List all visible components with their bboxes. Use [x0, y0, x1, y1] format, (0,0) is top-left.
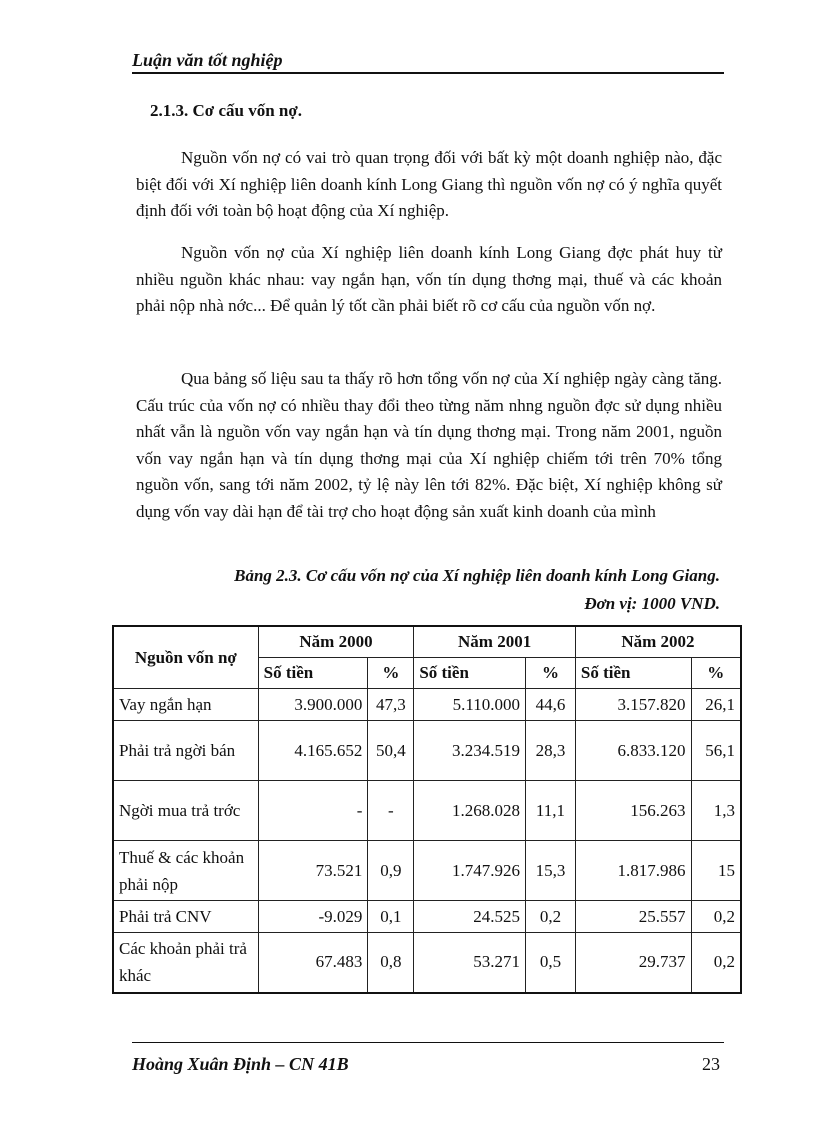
percent-cell: 44,6 [525, 689, 575, 721]
amount-cell: 1.817.986 [575, 841, 691, 901]
amount-cell: 6.833.120 [575, 721, 691, 781]
row-label: Vay ngắn hạn [113, 689, 258, 721]
table-caption: Bảng 2.3. Cơ cấu vốn nợ của Xí nghiệp liên doanh kính Long Giang. [234, 566, 720, 585]
percent-cell: 0,2 [691, 933, 741, 993]
percent-header: % [525, 658, 575, 689]
percent-header: % [368, 658, 414, 689]
paragraph-3: Qua bảng số liệu sau ta thấy rõ hơn tổng vốn nợ của Xí nghiệp ngày càng tăng. Cấu trúc của vốn nợ có nhiều thay đổi theo từng năm nhng nguồn đợc sử dụng nhiều nhất vẫn là nguồn vốn vay ngắn hạn và tín dụng thơng mại. Trong năm 2001, nguồn vốn vay ngắn hạn và tín dụng thơng mại của Xí nghiệp chiếm tới trên 70% tổng nguồn vốn, sang tới năm 2002, tỷ lệ này lên tới 82%. Đặc biệt, Xí nghiệp không sử dụng vốn vay dài hạn để tài trợ cho hoạt động sản xuất kinh doanh của mình [136, 369, 722, 521]
amount-cell: -9.029 [258, 901, 368, 933]
amount-cell: 73.521 [258, 841, 368, 901]
percent-cell: 56,1 [691, 721, 741, 781]
year-header-2000: Năm 2000 [258, 626, 414, 658]
table-row [113, 841, 741, 901]
paragraph-2: Nguồn vốn nợ của Xí nghiệp liên doanh kính Long Giang đợc phát huy từ nhiều nguồn khác nhau: vay ngắn hạn, vốn tín dụng thơng mại, thuế và các khoản phải nộp nhà nớc... Để quản lý tốt cần phải biết rõ cơ cấu của nguồn vốn nợ. [136, 243, 722, 315]
percent-cell: - [368, 781, 414, 841]
amount-cell: 156.263 [575, 781, 691, 841]
row-label: Phải trả CNV [113, 901, 258, 933]
amount-cell: - [258, 781, 368, 841]
section-heading: 2.1.3. Cơ cấu vốn nợ. [150, 101, 303, 120]
percent-cell: 0,5 [525, 933, 575, 993]
percent-cell: 50,4 [368, 721, 414, 781]
amount-cell: 3.234.519 [414, 721, 526, 781]
amount-cell: 25.557 [575, 901, 691, 933]
table-row [113, 901, 741, 933]
amount-cell: 24.525 [414, 901, 526, 933]
percent-cell: 15 [691, 841, 741, 901]
percent-cell: 0,9 [368, 841, 414, 901]
footer-rule [132, 1042, 724, 1043]
table-unit: Đơn vị: 1000 VND. [584, 594, 720, 613]
amount-header: Số tiền [414, 658, 526, 689]
table-row [113, 933, 741, 993]
debt-structure-table [112, 625, 742, 994]
percent-cell: 28,3 [525, 721, 575, 781]
percent-cell: 0,2 [525, 901, 575, 933]
percent-cell: 0,1 [368, 901, 414, 933]
amount-cell: 1.747.926 [414, 841, 526, 901]
amount-cell: 53.271 [414, 933, 526, 993]
amount-cell: 29.737 [575, 933, 691, 993]
year-header-2002: Năm 2002 [575, 626, 741, 658]
amount-header: Số tiền [258, 658, 368, 689]
amount-cell: 5.110.000 [414, 689, 526, 721]
row-label: Phải trả ngời bán [113, 721, 258, 781]
percent-cell: 1,3 [691, 781, 741, 841]
table-row [113, 781, 741, 841]
paragraph-1: Nguồn vốn nợ có vai trò quan trọng đối với bất kỳ một doanh nghiệp nào, đặc biệt đối với Xí nghiệp liên doanh kính Long Giang thì nguồn vốn nợ có ý nghĩa quyết định đối với toàn bộ hoạt động của Xí nghiệp. [136, 148, 722, 220]
amount-cell: 3.157.820 [575, 689, 691, 721]
amount-cell: 67.483 [258, 933, 368, 993]
page-number: 23 [702, 1054, 720, 1074]
percent-cell: 47,3 [368, 689, 414, 721]
percent-header: % [691, 658, 741, 689]
percent-cell: 0,2 [691, 901, 741, 933]
percent-cell: 26,1 [691, 689, 741, 721]
row-label: Các khoản phải trả khác [113, 933, 258, 993]
row-label: Thuế & các khoản phải nộp [113, 841, 258, 901]
amount-cell: 4.165.652 [258, 721, 368, 781]
percent-cell: 15,3 [525, 841, 575, 901]
percent-cell: 11,1 [525, 781, 575, 841]
amount-cell: 3.900.000 [258, 689, 368, 721]
running-header-title: Luận văn tốt nghiệp [132, 50, 283, 70]
footer-author: Hoàng Xuân Định – CN 41B [132, 1054, 349, 1074]
table-row [113, 721, 741, 781]
table-row [113, 689, 741, 721]
amount-cell: 1.268.028 [414, 781, 526, 841]
amount-header: Số tiền [575, 658, 691, 689]
year-header-2001: Năm 2001 [414, 626, 576, 658]
percent-cell: 0,8 [368, 933, 414, 993]
header-rule [132, 72, 724, 74]
row-label: Ngời mua trả trớc [113, 781, 258, 841]
row-header: Nguồn vốn nợ [113, 626, 258, 689]
